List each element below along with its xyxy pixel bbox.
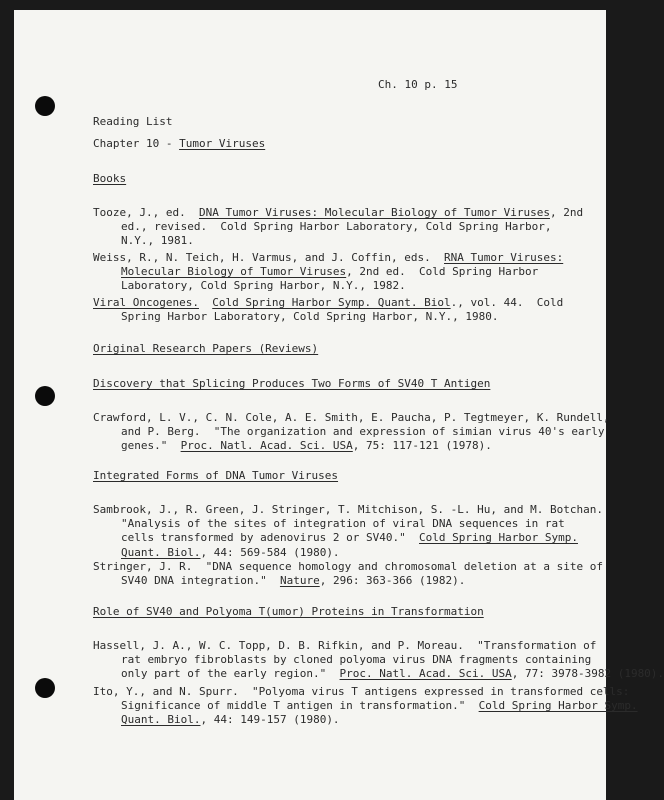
ref-hassell [93, 639, 664, 682]
ref-journal: Cold Spring Harbor Symp. [478, 699, 638, 713]
section-integrated: Integrated Forms of DNA Tumor Viruses [93, 469, 339, 482]
ref-title: Molecular Biology of Tumor Viruses [121, 265, 347, 279]
ref-line: Spring Harbor Laboratory, Cold Spring Harbor, N.Y., 1980. [121, 310, 499, 324]
ref-line: rat embryo fibroblasts by cloned polyoma virus DNA fragments containing [121, 653, 592, 667]
ref-line: Crawford, L. V., C. N. Cole, A. E. Smith, E. Paucha, P. Tegtmeyer, K. Rundell, [93, 411, 610, 424]
ref-text: Tooze, J., ed. [93, 206, 199, 219]
ref-line: and P. Berg. "The organization and expression of simian virus 40's early [121, 425, 605, 439]
ref-title: DNA Tumor Viruses: Molecular Biology of Tumor Viruses [198, 206, 550, 219]
ref-sambrook [93, 503, 603, 560]
ref-line: ed., revised. Cold Spring Harbor Laboratory, Cold Spring Harbor, [121, 220, 552, 234]
ref-text: , 2nd [549, 206, 584, 219]
ref-journal: Quant. Biol. [121, 545, 201, 559]
ref-weiss [93, 251, 563, 294]
section-splicing: Discovery that Splicing Produces Two Forms of SV40 T Antigen [93, 377, 491, 390]
ref-text [199, 296, 212, 309]
chapter-title [93, 137, 265, 151]
ref-text: genes." [121, 439, 181, 453]
ref-line: "Analysis of the sites of integration of viral DNA sequences in rat [121, 517, 565, 531]
ref-text: , 296: 363-366 (1982). [319, 574, 466, 588]
ref-line: Sambrook, J., R. Green, J. Stringer, T. Mitchison, S. -L. Hu, and M. Botchan. [93, 503, 603, 516]
ref-line: Ito, Y., and N. Spurr. "Polyoma virus T antigens expressed in transformed cells: [93, 685, 630, 698]
page-heading: Reading List [93, 115, 173, 128]
ref-text: , 2nd ed. Cold Spring Harbor [346, 265, 539, 279]
ref-line: Laboratory, Cold Spring Harbor, N.Y., 1982. [121, 279, 406, 293]
ref-line: Hassell, J. A., W. C. Topp, D. B. Rifkin, and P. Moreau. "Transformation of [93, 639, 597, 652]
ref-journal: Cold Spring Harbor Symp. [419, 531, 578, 545]
ref-crawford [93, 411, 610, 454]
ref-stringer [93, 560, 603, 588]
ref-text: SV40 DNA integration." [121, 574, 280, 588]
ref-viral-oncogenes [93, 296, 563, 324]
chapter-topic: Tumor Viruses [179, 137, 266, 150]
ref-journal: Nature [279, 574, 320, 588]
ref-title: RNA Tumor Viruses: [444, 251, 564, 264]
ref-text: , 44: 569-584 (1980). [200, 545, 340, 559]
ref-text: Weiss, R., N. Teich, H. Varmus, and J. Coffin, eds. [93, 251, 444, 264]
ref-text: only part of the early region." [121, 667, 340, 681]
page-reference: Ch. 10 p. 15 [378, 78, 458, 91]
ref-title: Viral Oncogenes. [93, 296, 199, 309]
section-original-research: Original Research Papers (Reviews) [93, 342, 319, 355]
ref-text: , 77: 3978-3982 (1980). [511, 667, 664, 681]
ref-journal: Cold Spring Harbor Symp. Quant. Biol [212, 296, 451, 309]
section-books: Books [93, 172, 127, 185]
section-role-tumor-proteins: Role of SV40 and Polyoma T(umor) Proteins in Transformation [93, 605, 484, 618]
ref-text: Significance of middle T antigen in transformation." [121, 699, 479, 713]
ref-line: Stringer, J. R. "DNA sequence homology and chromosomal deletion at a site of [93, 560, 603, 573]
ref-journal: Proc. Natl. Acad. Sci. USA [180, 439, 353, 453]
ref-line: N.Y., 1981. [121, 234, 194, 248]
punch-hole-middle [35, 386, 55, 406]
chapter-prefix: Chapter 10 - [93, 137, 180, 150]
punch-hole-bottom [35, 678, 55, 698]
ref-text: ., vol. 44. Cold [450, 296, 564, 309]
ref-text: , 44: 149-157 (1980). [200, 713, 340, 727]
ref-journal: Proc. Natl. Acad. Sci. USA [339, 667, 512, 681]
ref-text: cells transformed by adenovirus 2 or SV40." [121, 531, 420, 545]
ref-text: , 75: 117-121 (1978). [352, 439, 492, 453]
punch-hole-top [35, 96, 55, 116]
ref-tooze [93, 206, 583, 249]
ref-journal: Quant. Biol. [121, 713, 201, 727]
ref-ito [93, 685, 638, 728]
